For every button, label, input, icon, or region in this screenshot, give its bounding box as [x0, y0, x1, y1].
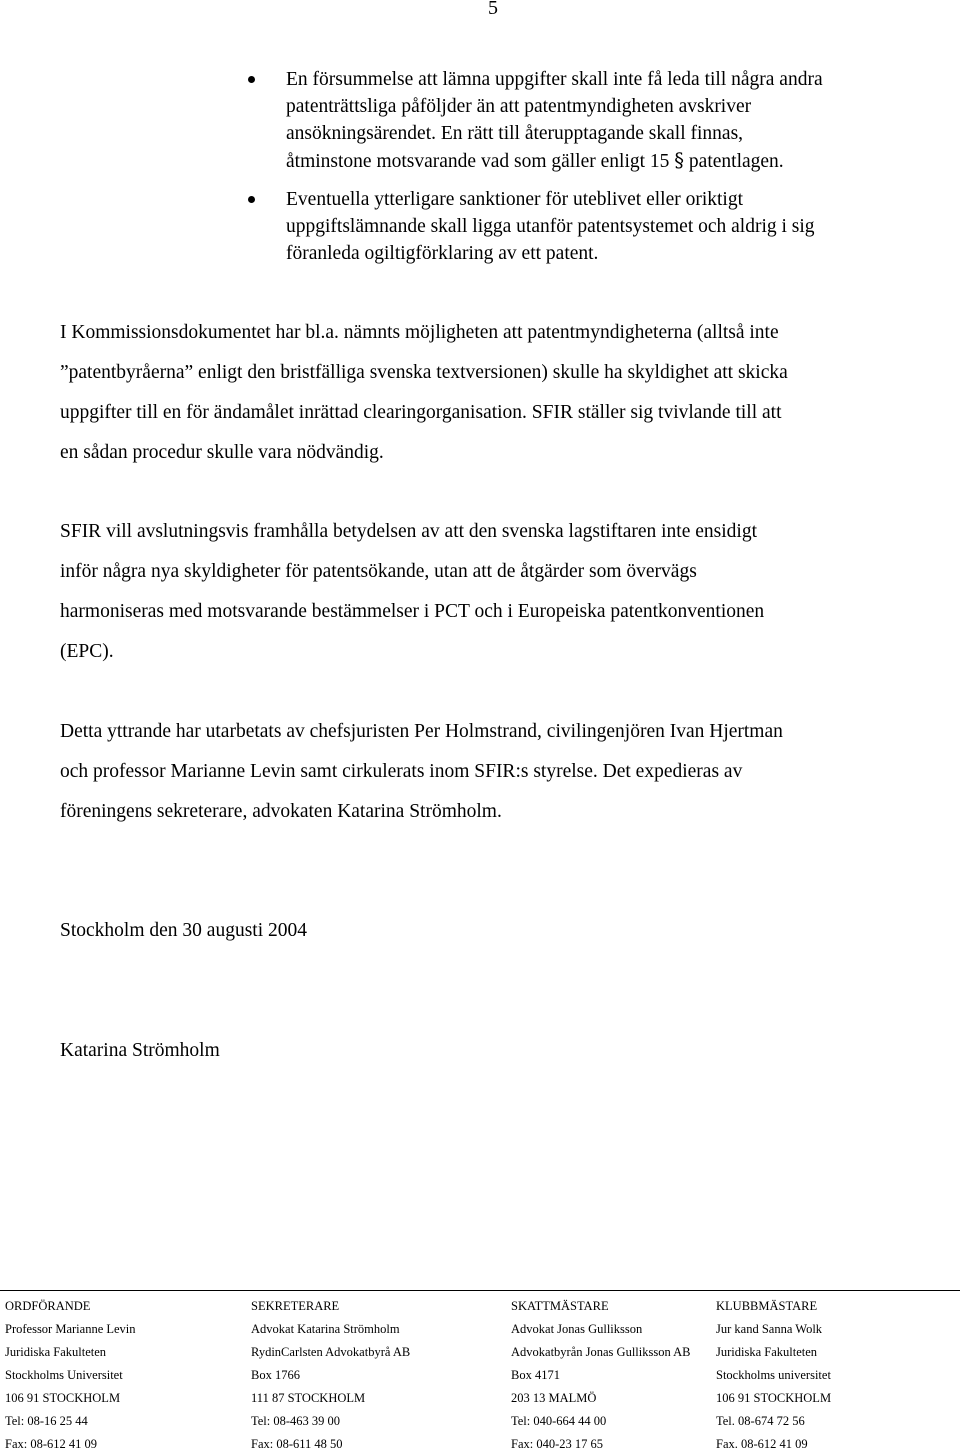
- footer-line: Juridiska Fakulteten: [716, 1345, 818, 1359]
- footer-line: Tel: 08-463 39 00: [251, 1414, 341, 1428]
- footer-line: Fax. 08-612 41 09: [716, 1437, 808, 1451]
- footer-line: Tel. 08-674 72 56: [716, 1414, 805, 1428]
- footer-line: Stockholms universitet: [716, 1368, 831, 1382]
- footer-line: 203 13 MALMÖ: [511, 1391, 597, 1405]
- footer-line: Box 4171: [511, 1368, 560, 1382]
- footer-heading: SEKRETERARE: [251, 1299, 340, 1313]
- footer-heading: SKATTMÄSTARE: [511, 1299, 609, 1313]
- footer-column-treasurer: [511, 1291, 691, 1456]
- footer-line: Advokat Jonas Gulliksson: [511, 1322, 643, 1336]
- bullet-text: En försummelse att lämna uppgifter skall inte få leda till några andra patenträttsliga påföljder än att patentmyndigheten avskriver ansökningsärendet. En rätt till återupptagande skall finnas, åtminstone motsvarande vad som gäller enligt 15: [286, 69, 823, 172]
- date-line: Stockholm den 30 augusti 2004: [60, 920, 307, 941]
- footer: [0, 1290, 960, 1451]
- bullet-icon: [248, 196, 255, 203]
- footer-line: 106 91 STOCKHOLM: [5, 1391, 121, 1405]
- list-item: [0, 66, 960, 175]
- section-mark: §: [674, 149, 685, 172]
- bullet-text-after: patentlagen.: [684, 151, 784, 172]
- footer-line: Box 1766: [251, 1368, 300, 1382]
- footer-line: RydinCarlsten Advokatbyrå AB: [251, 1345, 411, 1359]
- body-paragraph: SFIR vill avslutningsvis framhålla betydelsen av att den svenska lagstiftaren inte ensidigt inför några nya skyldigheter för patentsökande, utan att de åtgärder som övervägs harmoniseras med motsvarande bestämmelser i PCT och i Europeiska patentkonventionen (EPC).: [60, 521, 765, 662]
- footer-column-chairman: [5, 1291, 136, 1456]
- footer-line: Fax: 040-23 17 65: [511, 1437, 604, 1451]
- footer-column-club-master: [716, 1291, 831, 1456]
- footer-heading: ORDFÖRANDE: [5, 1299, 91, 1313]
- signature-name: Katarina Strömholm: [60, 1040, 220, 1061]
- footer-line: Stockholms Universitet: [5, 1368, 123, 1382]
- footer-line: Tel: 040-664 44 00: [511, 1414, 607, 1428]
- body-paragraph: I Kommissionsdokumentet har bl.a. nämnts möjligheten att patentmyndigheterna (alltså inte ”patentbyråerna” enligt den bristfälliga svenska textversionen) skulle ha skyldighet att skicka uppgifter till en för ändamålet inrättad clearingorganisation. SFIR ställer sig tvivlande till att en sådan procedur skulle vara nödvändig.: [60, 322, 788, 463]
- bullet-text: Eventuella ytterligare sanktioner för uteblivet eller oriktigt uppgiftslämnande skall ligga utanför patentsystemet och aldrig i sig föranleda ogiltigförklaring av ett patent.: [286, 189, 815, 264]
- footer-line: Juridiska Fakulteten: [5, 1345, 107, 1359]
- bullet-icon: [248, 76, 255, 83]
- footer-column-secretary: [251, 1291, 410, 1456]
- footer-line: Jur kand Sanna Wolk: [716, 1322, 823, 1336]
- list-item: [0, 186, 960, 267]
- footer-line: Advokat Katarina Strömholm: [251, 1322, 400, 1336]
- footer-line: 106 91 STOCKHOLM: [716, 1391, 832, 1405]
- bullet-list: [0, 66, 960, 278]
- footer-line: 111 87 STOCKHOLM: [251, 1391, 366, 1405]
- footer-line: Tel: 08-16 25 44: [5, 1414, 88, 1428]
- footer-line: Fax: 08-612 41 09: [5, 1437, 98, 1451]
- page-number: 5: [488, 0, 498, 19]
- body-paragraph: Detta yttrande har utarbetats av chefsjuristen Per Holmstrand, civilingenjören Ivan Hjertman och professor Marianne Levin samt cirkulerats inom SFIR:s styrelse. Det expedieras av föreningens sekreterare, advokaten Katarina Strömholm.: [60, 721, 783, 822]
- footer-heading: KLUBBMÄSTARE: [716, 1299, 818, 1313]
- footer-line: Professor Marianne Levin: [5, 1322, 136, 1336]
- footer-line: Fax: 08-611 48 50: [251, 1437, 343, 1451]
- footer-line: Advokatbyrån Jonas Gulliksson AB: [511, 1345, 691, 1359]
